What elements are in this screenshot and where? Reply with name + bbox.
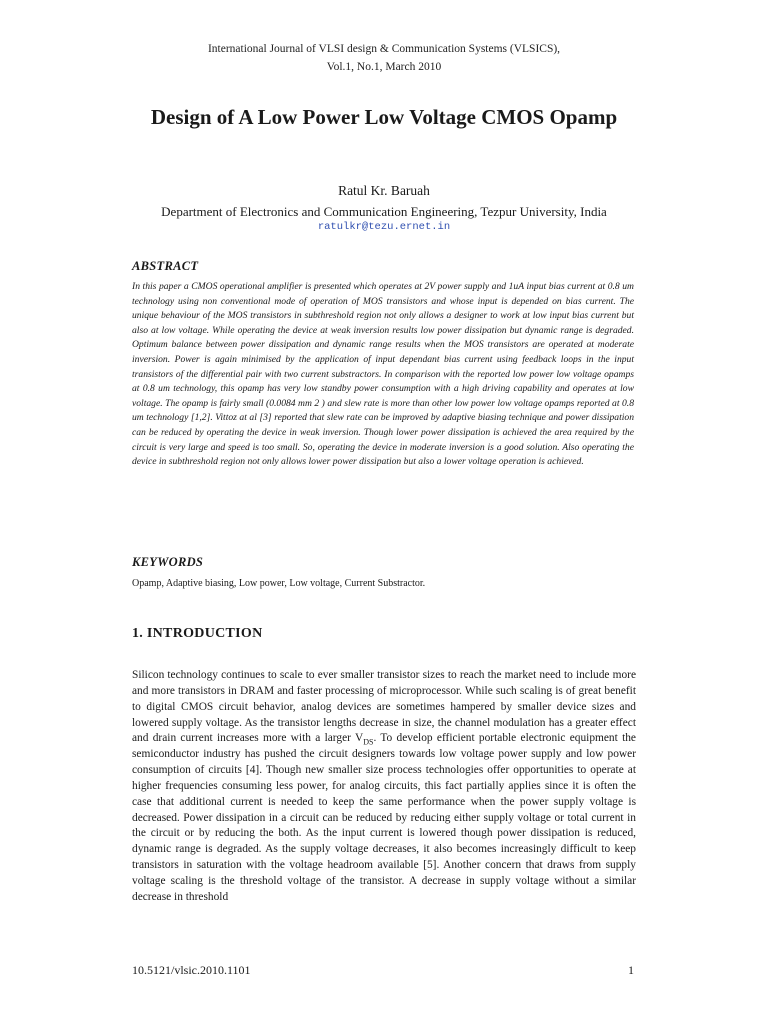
introduction-heading: 1. INTRODUCTION [132,626,263,641]
intro-text-part1: Silicon technology continues to scale to ever smaller transistor sizes to reach the market need to include more and more transistors in DRAM and faster processing of microprocessor. While such scaling is of great benefit to digital CMOS circuit behavior, analog devices are sometimes hampered by smaller device sizes and lowered supply voltage. As the transistor lengths decrease in size, the channel modulation has a greater effect and drain current increases more with a larger V [132,669,636,745]
keywords-heading: KEYWORDS [132,555,204,569]
journal-name: International Journal of VLSI design & Communication Systems (VLSICS), [207,43,561,55]
page-number: 1 [628,963,634,977]
intro-text-part2: . To develop efficient portable electronic equipment the semiconductor industry has pushed the circuit designers towards low voltage power supply and low power consumption of circuits [4]. Though new smaller size process technologies offer opportunities to operate at higher frequencies consuming less power, for analog circuits, this fact partially applies since it is often the case that additional current is needed to keep the same performance when the power supply voltage is decreased. Power dissipation in a circuit can be reduced by reducing either supply voltage or total current in the circuit or by reducing the both. As the input current is lowered though power dissipation is reduced, dynamic range is degraded. As the supply voltage decreases, it also becomes increasingly difficult to keep transistors in saturation with the voltage headroom available [5]. Another concern that draws from supply voltage scaling is the threshold voltage of the transistor. A decrease in supply voltage without a similar decrease in threshold [132,732,636,903]
author-affiliation: Department of Electronics and Communication Engineering, Tezpur University, India [161,204,607,219]
author-name: Ratul Kr. Baruah [338,183,430,198]
keywords-text: Opamp, Adaptive biasing, Low power, Low voltage, Current Substractor. [132,578,426,589]
journal-header [0,40,768,76]
footer-doi: 10.5121/vlsic.2010.1101 [132,963,251,977]
abstract-text: In this paper a CMOS operational amplifier is presented which operates at 2V power supply and 1uA input bias current at 0.8 um technology using non conventional mode of operation of MOS transistors and whose input is depended on bias current. The unique behaviour of the MOS transistors in subthreshold region not only allows a designer to work at low input bias current but also at low voltage. While operating the device at weak inversion results low power dissipation but dynamic range is degraded. Optimum balance between power dissipation and dynamic range results when the MOS transistors are operated at moderate inversion. Power is again minimised by the application of input dependant bias current using feedback loops in the input transistors of the differential pair with two current substractors. In comparison with the reported low power low voltage opamps at 0.8 um technology, this opamp has very low standby power consumption with a high driving capability and operates at low voltage. The opamp is fairly small (0.0084 mm 2 ) and slew rate is more than other low power low voltage opamps reported at 0.8 um technology [1,2]. Vittoz at al [3] reported that slew rate can be improved by adaptive biasing technique and power dissipation can be reduced by operating the device in weak inversion. Though lower power dissipation is achieved the area required by the circuit is very large and speed is too small. So, operating the device in moderate inversion is a good solution. Also operating the device in subthreshold region not only allows lower power dissipation but also a lower voltage operation is achieved. [132,281,634,468]
paper-title: Design of A Low Power Low Voltage CMOS Opamp [150,105,618,129]
abstract-heading: ABSTRACT [132,259,199,273]
journal-volume: Vol.1, No.1, March 2010 [326,61,442,73]
vds-subscript: DS [363,737,374,747]
author-email[interactable]: ratulkr@tezu.ernet.in [317,221,451,233]
introduction-text [132,668,636,906]
